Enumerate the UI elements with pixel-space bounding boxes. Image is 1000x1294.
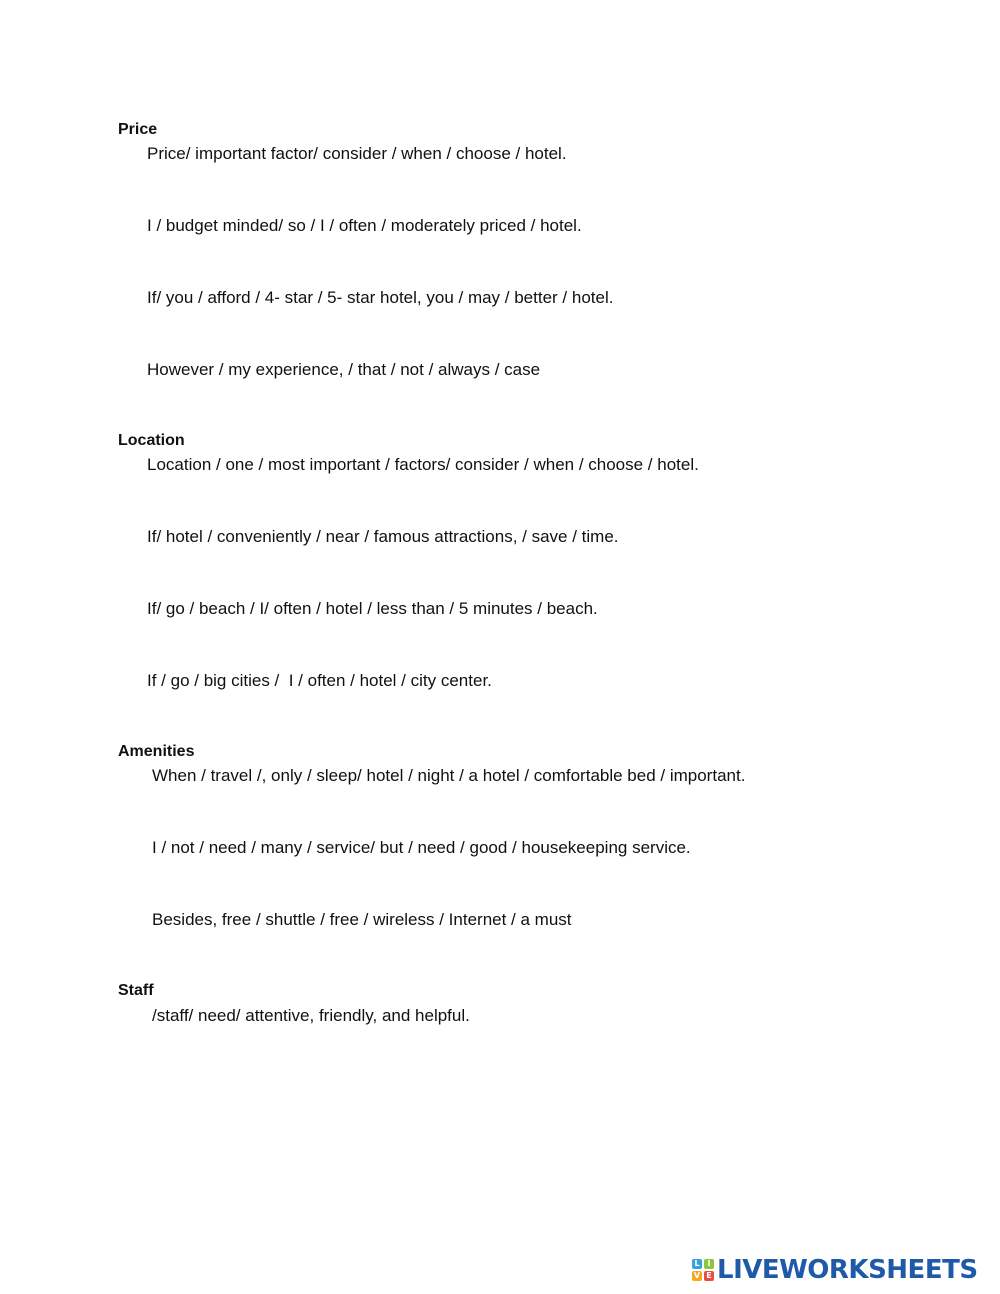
logo-wordmark: LIVEWORKSHEETS [717,1255,978,1285]
liveworksheets-logo [692,1256,978,1284]
price-sentence-2: I / budget minded/ so / I / often / moderately priced / hotel. [147,216,582,235]
amenities-sentence-3: Besides, free / shuttle / free / wireless / Internet / a must [152,910,572,929]
logo-mark-tile: E [704,1271,714,1281]
price-sentence-4: However / my experience, / that / not / always / case [147,360,541,379]
section-heading-amenities: Amenities [118,743,195,760]
section-heading-price: Price [118,121,158,138]
location-sentence-1: Location / one / most important / factors/ consider / when / choose / hotel. [147,455,699,474]
section-heading-staff: Staff [118,982,154,999]
logo-mark-tile: L [692,1259,702,1269]
logo-mark-tile: V [693,1271,701,1280]
price-sentence-3: If/ you / afford / 4- star / 5- star hotel, you / may / better / hotel. [147,288,614,307]
location-sentence-2: If/ hotel / conveniently / near / famous attractions, / save / time. [147,527,619,546]
location-sentence-3: If/ go / beach / I/ often / hotel / less than / 5 minutes / beach. [147,599,598,618]
price-sentence-1: Price/ important factor/ consider / when / choose / hotel. [147,144,567,163]
logo-mark-icon [692,1259,714,1281]
location-sentence-4: If / go / big cities / I / often / hotel / city center. [147,671,492,690]
amenities-sentence-1: When / travel /, only / sleep/ hotel / night / a hotel / comfortable bed / important. [152,766,746,785]
amenities-sentence-2: I / not / need / many / service/ but / need / good / housekeeping service. [152,838,691,857]
section-heading-location: Location [118,432,185,449]
staff-sentence-1: /staff/ need/ attentive, friendly, and helpful. [152,1006,470,1025]
logo-mark-tile: I [704,1259,714,1269]
